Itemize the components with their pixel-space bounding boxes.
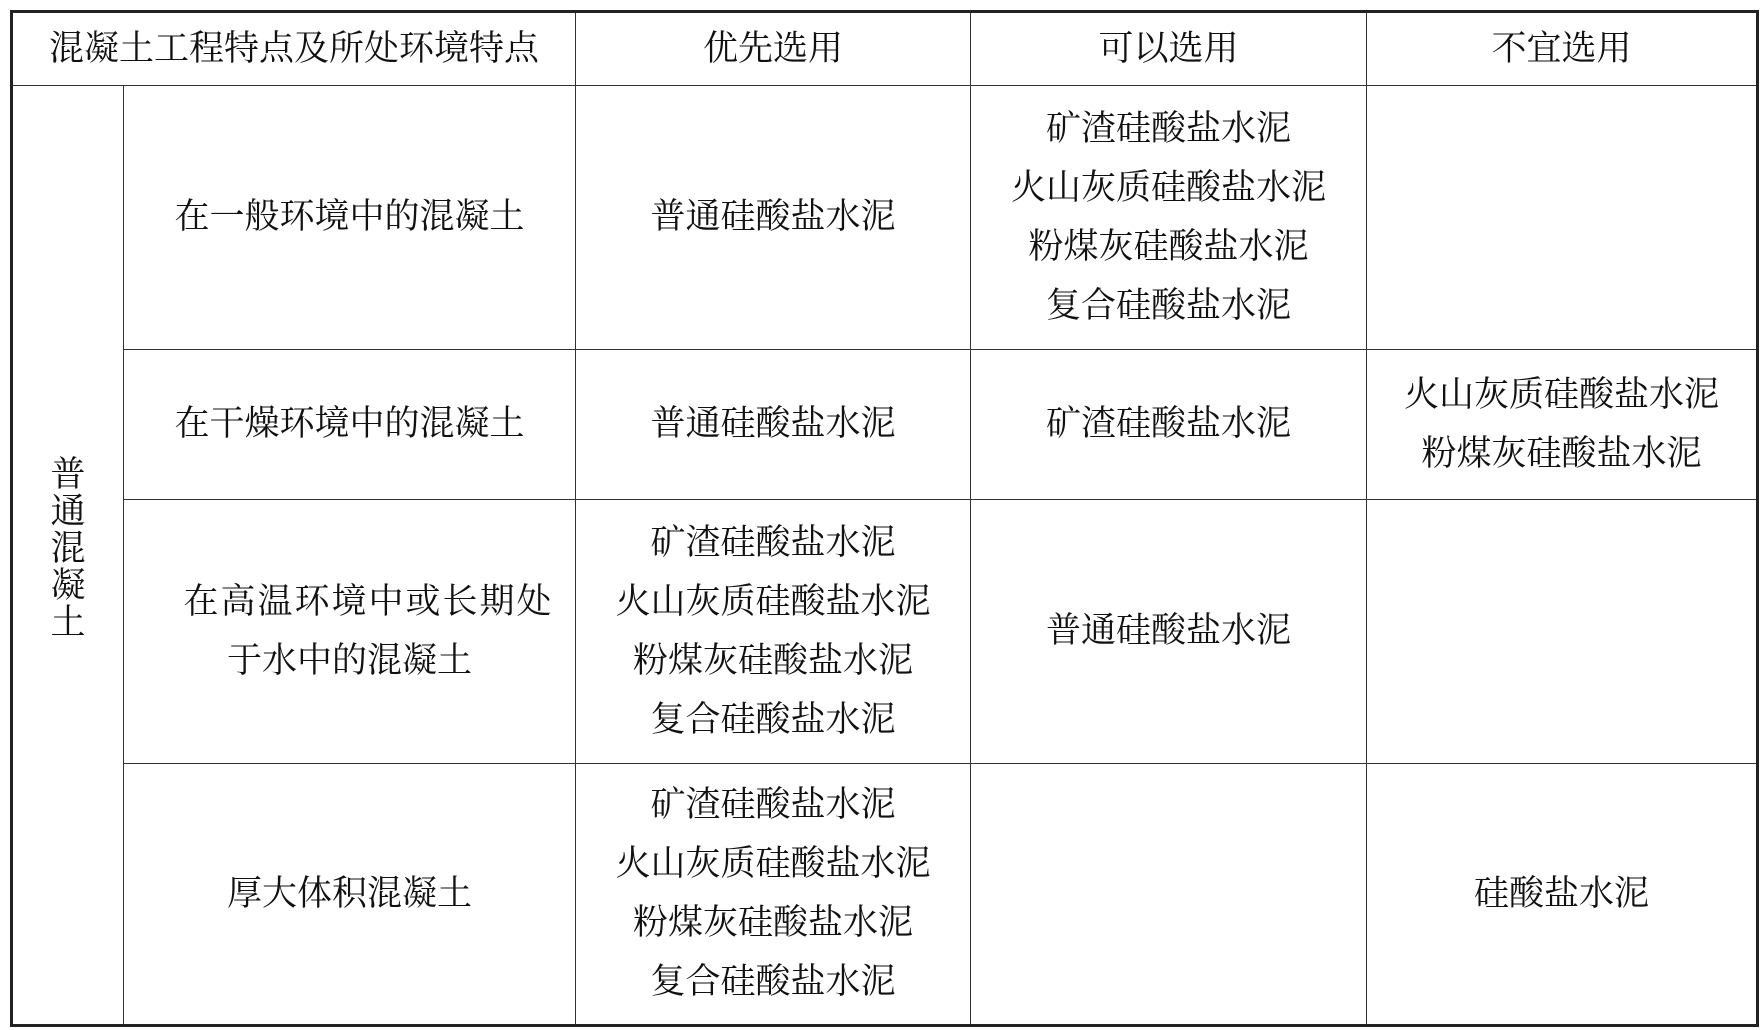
cement-type: 矿渣硅酸盐水泥: [1046, 108, 1292, 149]
cement-type: 粉煤灰硅酸盐水泥: [633, 640, 914, 681]
cement-type: 粉煤灰硅酸盐水泥: [1421, 433, 1702, 474]
cement-type: 复合硅酸盐水泥: [1046, 285, 1292, 326]
condition-cell: 在干燥环境中的混凝土: [124, 350, 576, 500]
category-char: 通: [50, 492, 86, 532]
header-row: [12, 12, 1758, 86]
cement-type: 复合硅酸盐水泥: [650, 962, 896, 1002]
condition-cell: 厚大体积混凝土: [124, 764, 576, 1026]
category-char: 凝: [50, 566, 86, 606]
category-char: 土: [50, 603, 86, 643]
condition-line: 在高温环境中或长期处: [183, 581, 554, 622]
cement-type: 火山灰质硅酸盐水泥: [1404, 374, 1720, 415]
preferred-cell: [576, 86, 971, 350]
cement-type: 矿渣硅酸盐水泥: [650, 785, 896, 825]
preferred-cell: [576, 350, 971, 500]
preferred-cell: [576, 500, 971, 764]
cement-type: 普通硅酸盐水泥: [1046, 611, 1292, 651]
category-ordinary-concrete: [12, 86, 124, 1026]
cement-type: 矿渣硅酸盐水泥: [1046, 404, 1292, 444]
cement-type: 矿渣硅酸盐水泥: [650, 522, 896, 563]
category-char: 普: [50, 455, 86, 495]
not-suitable-cell: [1367, 350, 1758, 500]
category-char: 混: [50, 529, 86, 569]
acceptable-cell: [971, 764, 1367, 1026]
not-suitable-cell: [1367, 500, 1758, 764]
header-acceptable: 可以选用: [971, 12, 1367, 86]
cement-type: 火山灰质硅酸盐水泥: [1011, 167, 1327, 208]
not-suitable-cell: [1367, 86, 1758, 350]
not-suitable-cell: [1367, 764, 1758, 1026]
cement-type: 火山灰质硅酸盐水泥: [615, 581, 931, 622]
acceptable-cell: [971, 350, 1367, 500]
header-preferred: 优先选用: [576, 12, 971, 86]
preferred-cell: [576, 764, 971, 1026]
table-row: [12, 764, 1758, 1026]
condition-line: 于水中的混凝土: [227, 640, 473, 681]
acceptable-cell: [971, 500, 1367, 764]
cement-type: 火山灰质硅酸盐水泥: [615, 844, 931, 884]
cement-type: 普通硅酸盐水泥: [650, 404, 896, 444]
cement-type: 粉煤灰硅酸盐水泥: [1028, 226, 1309, 267]
acceptable-cell: [971, 86, 1367, 350]
table-row: [12, 86, 1758, 350]
condition-cell: 在一般环境中的混凝土: [124, 86, 576, 350]
cement-type: 普通硅酸盐水泥: [650, 197, 896, 237]
condition-cell: [124, 500, 576, 764]
cement-type: 粉煤灰硅酸盐水泥: [633, 903, 914, 943]
table-row: [12, 350, 1758, 500]
cement-type: 复合硅酸盐水泥: [650, 699, 896, 740]
cement-type: 硅酸盐水泥: [1474, 873, 1650, 914]
header-not-suitable: 不宜选用: [1367, 12, 1758, 86]
cement-selection-table: [10, 10, 1759, 1027]
header-features: 混凝土工程特点及所处环境特点: [12, 12, 576, 86]
table-row: [12, 500, 1758, 764]
